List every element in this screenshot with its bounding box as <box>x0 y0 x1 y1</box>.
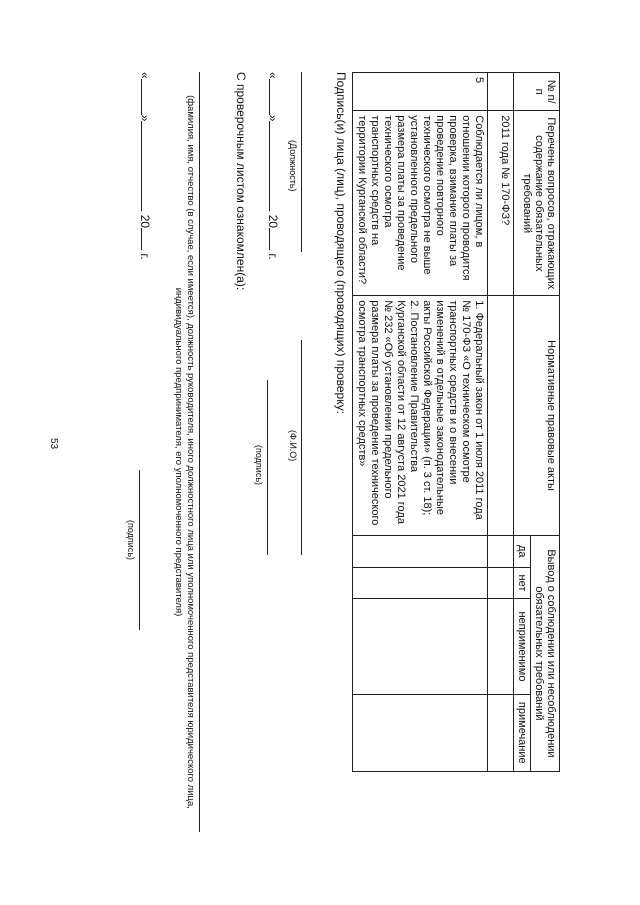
header-yes: да <box>514 535 531 567</box>
signature-line-1 <box>267 380 268 555</box>
cell-acts-cont <box>488 296 514 536</box>
header-no: нет <box>514 567 531 599</box>
table-row-5 <box>353 73 488 772</box>
cell-na-cont <box>488 599 514 694</box>
cell-question-5: Соблюдается ли лицом, в отношении которого проводится проверка, взимание платы за проведение повторного технического осмотра не выше установленного предельного размера платы за проведение технического осмотра транспортных средств на территории Курганской области? <box>353 111 488 296</box>
header-num: № п/п <box>514 73 560 111</box>
date-line-1 <box>266 72 280 260</box>
cell-no-cont <box>488 567 514 599</box>
year-suffix-2: г. <box>138 253 152 260</box>
representative-line <box>199 72 200 832</box>
fio-line <box>301 340 302 555</box>
header-conclusion: Вывод о соблюдении или несоблюдении обязательных требований <box>531 535 560 771</box>
representative-caption: (фамилия, имя, отчество (в случае, если имеется), должность руководителя, иного должностного лица или уполномоченного представителя юридического лица, индивидуального предпринимателя, его уполномоченного представителя) <box>173 95 196 809</box>
header-acts: Нормативные правовые акты <box>514 296 560 536</box>
cell-no-5 <box>353 567 488 599</box>
date-open-2: « <box>138 72 152 79</box>
cell-yes-5 <box>353 535 488 567</box>
checklist-table <box>352 72 560 772</box>
cell-num-5: 5 <box>353 73 488 111</box>
signature-line-2 <box>139 470 140 630</box>
cell-question-cont: 2011 года № 170-ФЗ? <box>488 111 514 296</box>
acquainted-title: С проверочным листом ознакомлен(а): <box>234 72 248 291</box>
date-close-2: » <box>138 114 152 122</box>
cell-acts-5: 1. Федеральный закон от 1 июля 2011 года № 170-ФЗ «О техническом осмотре транспортных средств и о внесении изменений в отдельные законодательные акты Российской Федерации» (п. 3 ст. 18); 2. Постановление Правительства Курганской области от 12 августа 2021 года № 232 «Об установлении предельного размера платы за проведение технического осмотра транспортных средств» <box>353 296 488 536</box>
date-line-2 <box>138 72 152 260</box>
header-na: неприменимо <box>514 599 531 694</box>
page-number: 53 <box>48 437 60 450</box>
year-prefix-1: 20 <box>266 214 280 229</box>
signature-caption-1: (подпись) <box>254 445 264 486</box>
table-header-row <box>531 73 560 772</box>
cell-num-cont <box>488 73 514 111</box>
header-question: Перечень вопросов, отражающих содержание обязательных требований <box>514 111 560 296</box>
cell-na-5 <box>353 599 488 694</box>
position-line <box>301 72 302 252</box>
date-open-1: « <box>266 72 280 79</box>
header-remark: примечание <box>514 694 531 771</box>
cell-yes-cont <box>488 535 514 567</box>
inspector-signature-title: Подпись(и) лица (лиц), проводящего (проводящих) проверку: <box>334 72 348 414</box>
cell-remark-5 <box>353 694 488 771</box>
year-prefix-2: 20 <box>138 214 152 229</box>
date-close-1: » <box>266 114 280 122</box>
year-suffix-1: г. <box>266 253 280 260</box>
signature-caption-2: (подпись) <box>126 520 136 561</box>
position-caption: (Должность) <box>288 140 298 192</box>
table-row-continuation <box>488 73 514 772</box>
cell-remark-cont <box>488 694 514 771</box>
fio-caption: (Ф.И.О) <box>288 430 298 462</box>
